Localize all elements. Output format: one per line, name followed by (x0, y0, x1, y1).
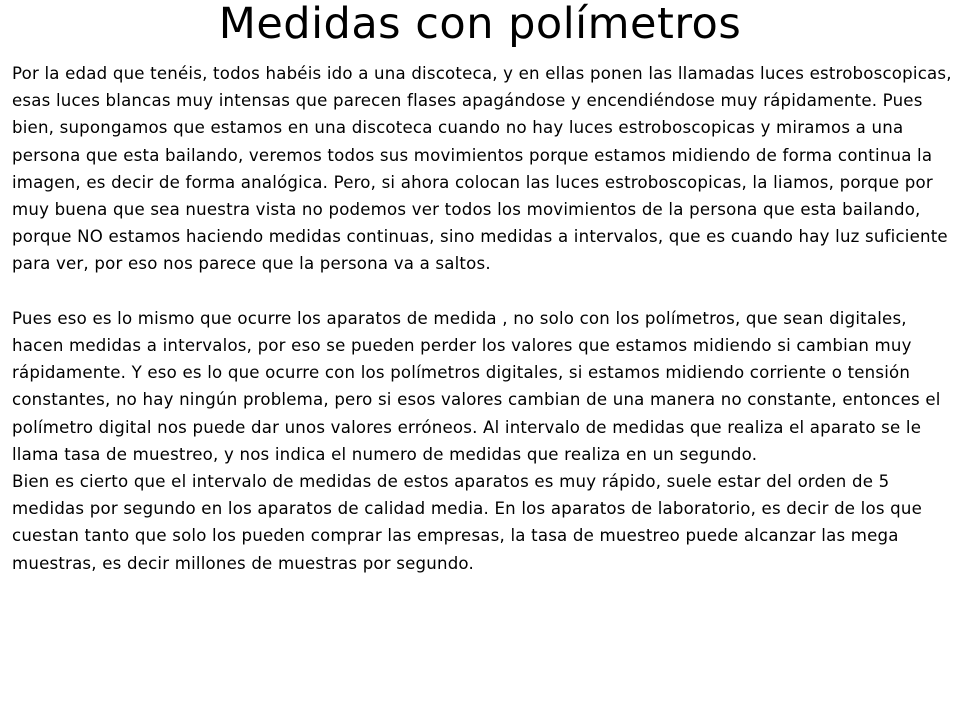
paragraph-tasa-de-muestreo: Bien es cierto que el intervalo de medidas de estos aparatos es muy rápido, suele estar del orden de 5 medidas por segundo en los aparatos de calidad media. En los aparatos de laboratorio, es decir de los que cuestan tanto que solo los pueden comprar las empresas, la tasa de muestreo puede alcanzar las mega muestras, es decir millones de muestras por segundo. (12, 472, 923, 573)
slide-body (12, 60, 958, 577)
slide-title: Medidas con polímetros (218, 0, 742, 49)
paragraph-aparatos-de-medida: Pues eso es lo mismo que ocurre los aparatos de medida , no solo con los polímetros, que sean digitales, hacen medidas a intervalos, por eso se pueden perder los valores que estamos midiendo si cambian muy rápidamente. Y eso es lo que ocurre con los polímetros digitales, si estamos midiendo corriente o tensión constantes, no hay ningún problema, pero si esos valores cambian de una manera no constante, entonces el polímetro digital nos puede dar unos valores erróneos. Al intervalo de medidas que realiza el aparato se le llama tasa de muestreo, y nos indica el numero de medidas que realiza en un segundo. (12, 308, 941, 464)
paragraph-spacer (12, 278, 958, 305)
paragraph-discoteca: Por la edad que tenéis, todos habéis ido a una discoteca, y en ellas ponen las llamadas luces estroboscopicas, esas luces blancas muy intensas que parecen flases apagándose y encendiéndose muy rápidamente. Pues bien, supongamos que estamos en una discoteca cuando no hay luces estroboscopicas y miramos a una persona que esta bailando, veremos todos sus movimientos porque estamos midiendo de forma continua la imagen, es decir de forma analógica. Pero, si ahora colocan las luces estroboscopicas, la liamos, porque por muy buena que sea nuestra vista no podemos ver todos los movimientos de la persona que esta bailando, porque NO estamos haciendo medidas continuas, sino medidas a intervalos, que es cuando hay luz suficiente para ver, por eso nos parece que la persona va a saltos. (12, 64, 952, 274)
